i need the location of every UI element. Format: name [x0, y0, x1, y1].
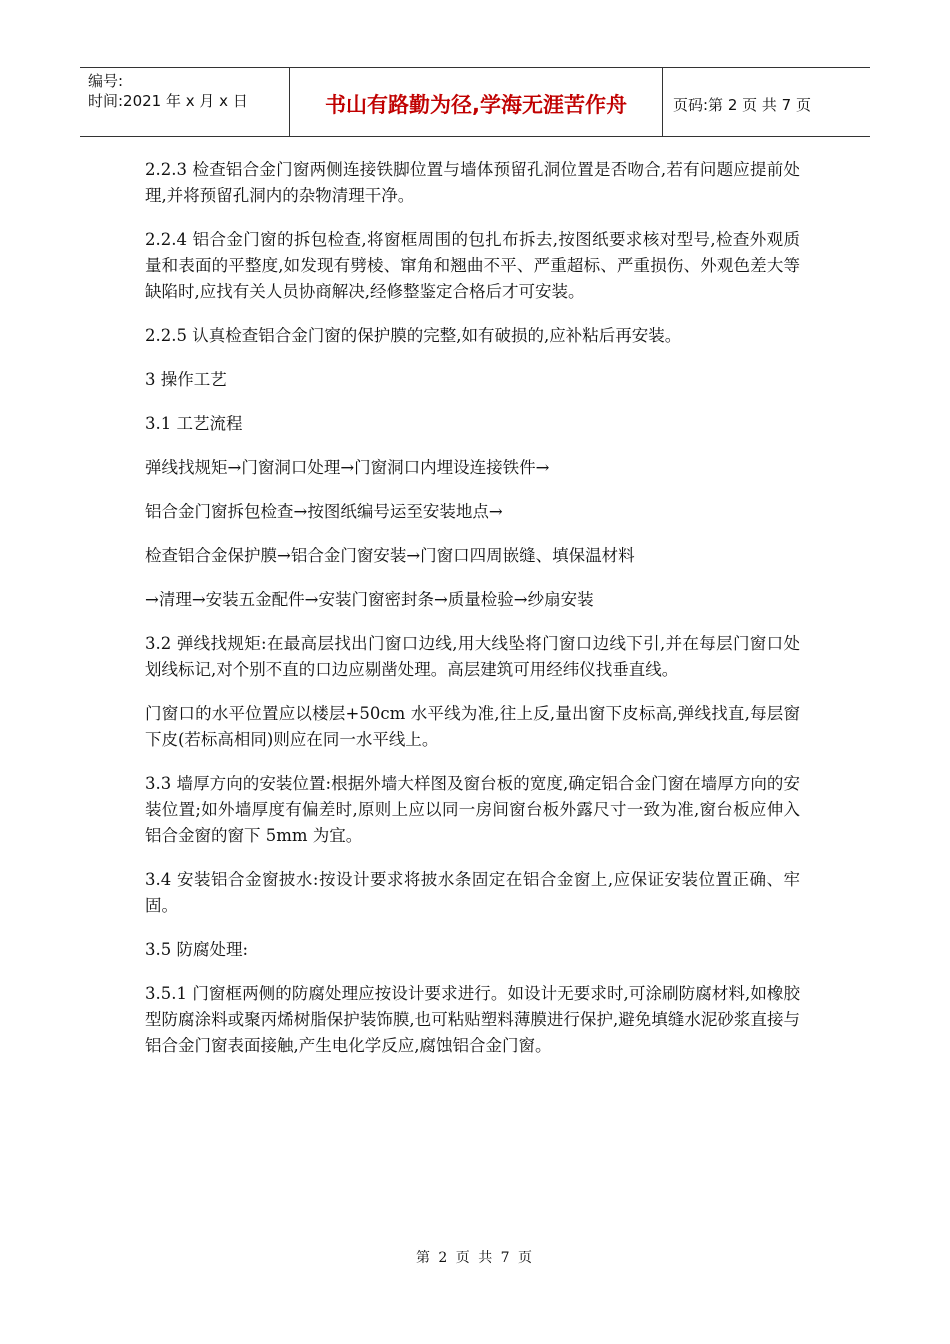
paragraph-3-2: 3.2 弹线找规矩:在最高层找出门窗口边线,用大线坠将门窗口边线下引,并在每层门窗口处划线标记,对个别不直的口边应剔凿处理。高层建筑可用经纬仪找垂直线。 — [145, 634, 800, 679]
header-page-number: 页码:第 2 页 共 7 页 — [673, 95, 811, 114]
header-motto: 书山有路勤为径,学海无涯苦作舟 — [290, 68, 663, 136]
process-flow-line-2: 铝合金门窗拆包检查→按图纸编号运至安装地点→ — [145, 502, 503, 521]
process-flow-line-4: →清理→安装五金配件→安装门窗密封条→质量检验→纱扇安装 — [145, 590, 594, 609]
paragraph-2-2-5: 2.2.5 认真检查铝合金门窗的保护膜的完整,如有破损的,应补粘后再安装。 — [145, 326, 682, 345]
paragraph-horizontal-position: 门窗口的水平位置应以楼层+50cm 水平线为准,往上反,量出窗下皮标高,弹线找直,每层窗下皮(若标高相同)则应在同一水平线上。 — [145, 704, 800, 749]
paragraph-3-5-1: 3.5.1 门窗框两侧的防腐处理应按设计要求进行。如设计无要求时,可涂刷防腐材料,如橡胶型防腐涂料或聚丙烯树脂保护装饰膜,也可粘贴塑料薄膜进行保护,避免填缝水泥砂浆直接与铝合金门窗表面接触,产生电化学反应,腐蚀铝合金门窗。 — [145, 984, 800, 1055]
paragraph-2-2-3: 2.2.3 检查铝合金门窗两侧连接铁脚位置与墙体预留孔洞位置是否吻合,若有问题应提前处理,并将预留孔洞内的杂物清理干净。 — [145, 160, 800, 205]
paragraph-3-4: 3.4 安装铝合金窗披水:按设计要求将披水条固定在铝合金窗上,应保证安装位置正确、牢固。 — [145, 870, 800, 915]
page-header — [80, 67, 870, 137]
process-flow-line-3: 检查铝合金保护膜→铝合金门窗安装→门窗口四周嵌缝、填保温材料 — [145, 546, 635, 565]
page-footer: 第 2 页 共 7 页 — [415, 1250, 535, 1266]
header-meta — [80, 68, 290, 136]
section-heading-3-5: 3.5 防腐处理: — [145, 940, 249, 959]
document-number-label: 编号: — [88, 72, 124, 90]
document-body — [145, 157, 800, 1077]
document-date: 时间:2021 年 x 月 x 日 — [88, 92, 248, 110]
paragraph-2-2-4: 2.2.4 铝合金门窗的拆包检查,将窗框周围的包扎布拆去,按图纸要求核对型号,检查外观质量和表面的平整度,如发现有劈棱、窜角和翘曲不平、严重超标、严重损伤、外观色差大等缺陷时,应找有关人员协商解决,经修整鉴定合格后才可安装。 — [145, 230, 800, 301]
process-flow-line-1: 弹线找规矩→门窗洞口处理→门窗洞口内埋设连接铁件→ — [145, 458, 550, 477]
section-heading-3: 3 操作工艺 — [145, 370, 227, 389]
paragraph-3-3: 3.3 墙厚方向的安装位置:根据外墙大样图及窗台板的宽度,确定铝合金门窗在墙厚方向的安装位置;如外墙厚度有偏差时,原则上应以同一房间窗台板外露尺寸一致为准,窗台板应伸入铝合金窗的窗下 5mm 为宜。 — [145, 774, 800, 845]
section-heading-3-1: 3.1 工艺流程 — [145, 414, 243, 433]
